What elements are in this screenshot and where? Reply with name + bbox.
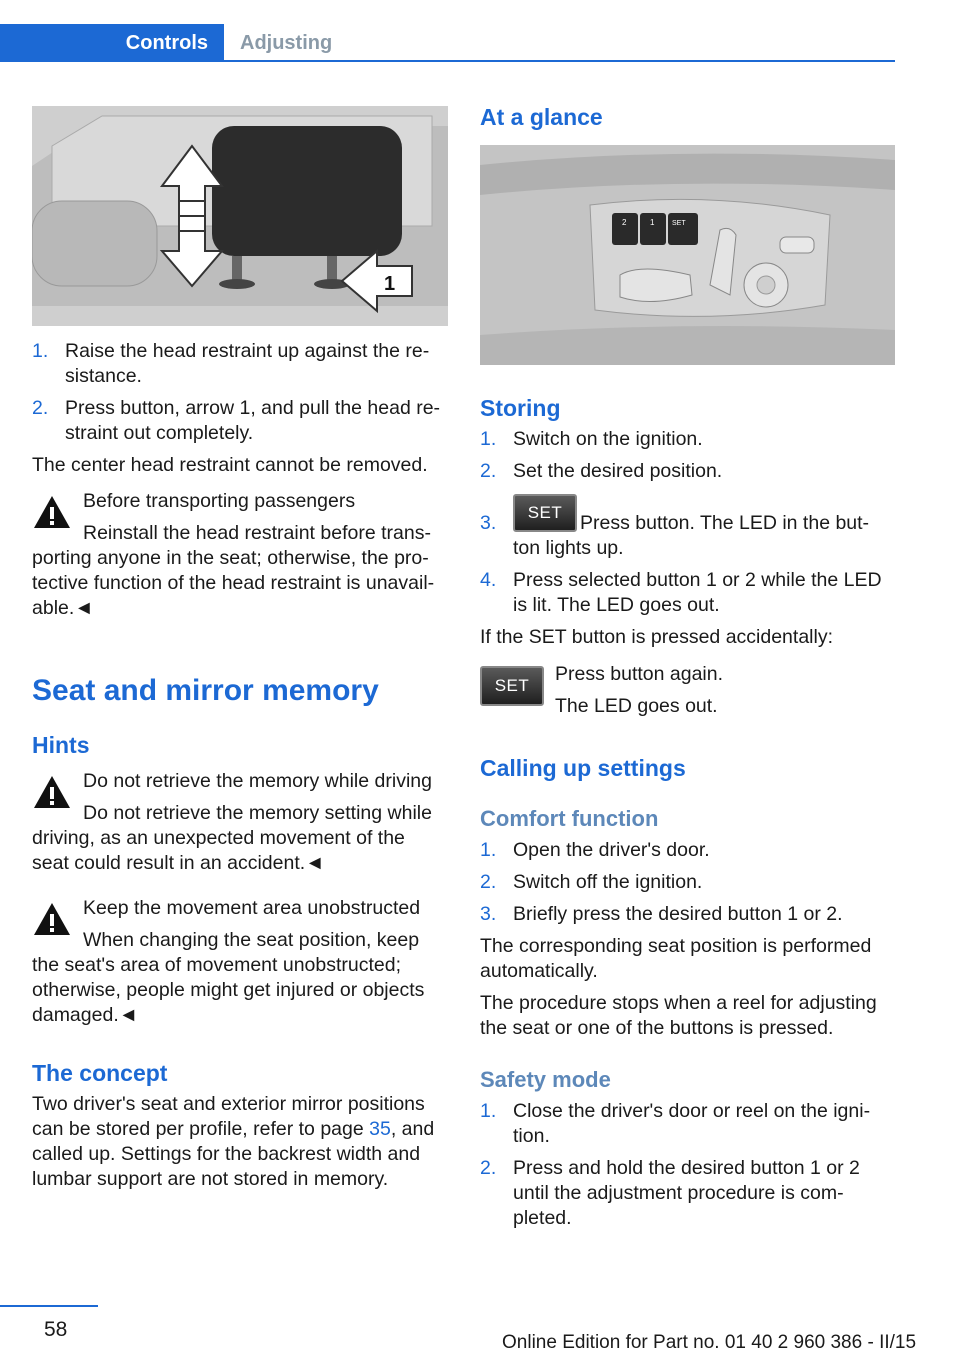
comfort-function-heading: Comfort function	[480, 806, 659, 831]
list-text: Raise the head restraint up against the re-	[65, 340, 430, 362]
concept-heading: The concept	[32, 1060, 168, 1086]
center-restraint-note: The center head restraint cannot be removed.	[32, 454, 428, 476]
warning-title: Do not retrieve the memory while driving	[83, 770, 432, 792]
warning-text: the seat's area of movement unobstructed;	[32, 954, 402, 976]
warning-text: damaged.◄	[32, 1004, 139, 1026]
list-number: 3.	[480, 903, 497, 925]
list-number: 1.	[480, 839, 497, 861]
concept-text: Two driver's seat and exterior mirror positions	[32, 1093, 425, 1115]
list-number: 4.	[480, 569, 497, 591]
set-button-icon: SET	[480, 666, 544, 706]
warning-text: driving, as an unexpected movement of the	[32, 827, 405, 849]
warning-title: Keep the movement area unobstructed	[83, 897, 421, 919]
list-text: Press button. The LED in the but-	[580, 512, 870, 534]
at-a-glance-heading: At a glance	[480, 104, 603, 130]
warning-text: otherwise, people might get injured or objects	[32, 979, 425, 1001]
list-text: is lit. The LED goes out.	[513, 594, 720, 616]
warning-text: able.◄	[32, 597, 94, 619]
list-text: Close the driver's door or reel on the igni-	[513, 1100, 871, 1122]
list-text: sistance.	[65, 365, 142, 387]
head-restraint-drawing	[32, 106, 448, 326]
list-text: ton lights up.	[513, 537, 624, 559]
list-text: straint out completely.	[65, 422, 254, 444]
warning-icon	[32, 774, 72, 810]
warning-text: Do not retrieve the memory setting while	[83, 802, 432, 824]
warning-title: Before transporting passengers	[83, 490, 356, 512]
warning-text: seat could result in an accident.◄	[32, 852, 325, 874]
list-number: 3.	[480, 512, 497, 534]
seat-controls-illustration	[480, 145, 895, 365]
set-button-label: SET	[672, 220, 686, 227]
seat-controls-drawing	[480, 145, 895, 365]
list-number: 2.	[480, 460, 497, 482]
storing-heading: Storing	[480, 395, 561, 421]
list-number: 2.	[480, 871, 497, 893]
list-text: Press button, arrow 1, and pull the head re-	[65, 397, 441, 419]
page-reference-link[interactable]: 35	[369, 1118, 391, 1140]
list-number: 2.	[32, 397, 49, 419]
led-out-text: The LED goes out.	[555, 695, 718, 717]
list-text: pleted.	[513, 1207, 572, 1229]
footer-rule	[0, 1305, 98, 1307]
concept-text-part: can be stored per profile, refer to page	[32, 1118, 370, 1140]
memory-button-1-label: 1	[650, 218, 655, 227]
warning-text: When changing the seat position, keep	[83, 929, 420, 951]
list-number: 1.	[480, 1100, 497, 1122]
arrow-label: 1	[384, 273, 396, 295]
edition-footer: Online Edition for Part no. 01 40 2 960 386 - II/15	[502, 1332, 917, 1353]
head-restraint-illustration	[32, 106, 448, 326]
set-accident-note: If the SET button is pressed accidentally:	[480, 626, 833, 648]
list-number: 1.	[480, 428, 497, 450]
warning-text: tective function of the head restraint is unavail-	[32, 572, 435, 594]
page-number: 58	[44, 1318, 68, 1341]
concept-text: lumbar support are not stored in memory.	[32, 1168, 389, 1190]
memory-button-2-label: 2	[622, 218, 627, 227]
list-text: Briefly press the desired button 1 or 2.	[513, 903, 843, 925]
section-title: Seat and mirror memory	[32, 674, 379, 707]
safety-mode-heading: Safety mode	[480, 1067, 611, 1092]
list-number: 1.	[32, 340, 49, 362]
concept-text-part: , and	[390, 1118, 435, 1140]
concept-text	[32, 1117, 434, 1142]
section-tab-controls: Controls	[0, 24, 224, 62]
comfort-text: The corresponding seat position is performed	[480, 935, 872, 957]
list-text: Press selected button 1 or 2 while the LED	[513, 569, 882, 591]
press-again-text: Press button again.	[555, 663, 724, 685]
warning-text: porting anyone in the seat; otherwise, the pro-	[32, 547, 429, 569]
hints-heading: Hints	[32, 732, 90, 758]
comfort-text: automatically.	[480, 960, 598, 982]
list-text: Press and hold the desired button 1 or 2	[513, 1157, 860, 1179]
list-text: Switch off the ignition.	[513, 871, 703, 893]
warning-icon	[32, 901, 72, 937]
list-text: until the adjustment procedure is com-	[513, 1182, 844, 1204]
concept-text: called up. Settings for the backrest width and	[32, 1143, 421, 1165]
warning-text: Reinstall the head restraint before trans-	[83, 522, 431, 544]
list-text: Open the driver's door.	[513, 839, 710, 861]
warning-icon	[32, 494, 72, 530]
set-button-icon: SET	[513, 494, 577, 532]
list-text: Set the desired position.	[513, 460, 723, 482]
comfort-text: the seat or one of the buttons is pressed.	[480, 1017, 834, 1039]
list-text: tion.	[513, 1125, 550, 1147]
calling-up-heading: Calling up settings	[480, 755, 686, 781]
page-header	[0, 0, 895, 62]
comfort-text: The procedure stops when a reel for adjusting	[480, 992, 877, 1014]
header-rule	[0, 60, 895, 62]
list-number: 2.	[480, 1157, 497, 1179]
section-tab-adjusting: Adjusting	[240, 31, 333, 54]
list-text: Switch on the ignition.	[513, 428, 703, 450]
